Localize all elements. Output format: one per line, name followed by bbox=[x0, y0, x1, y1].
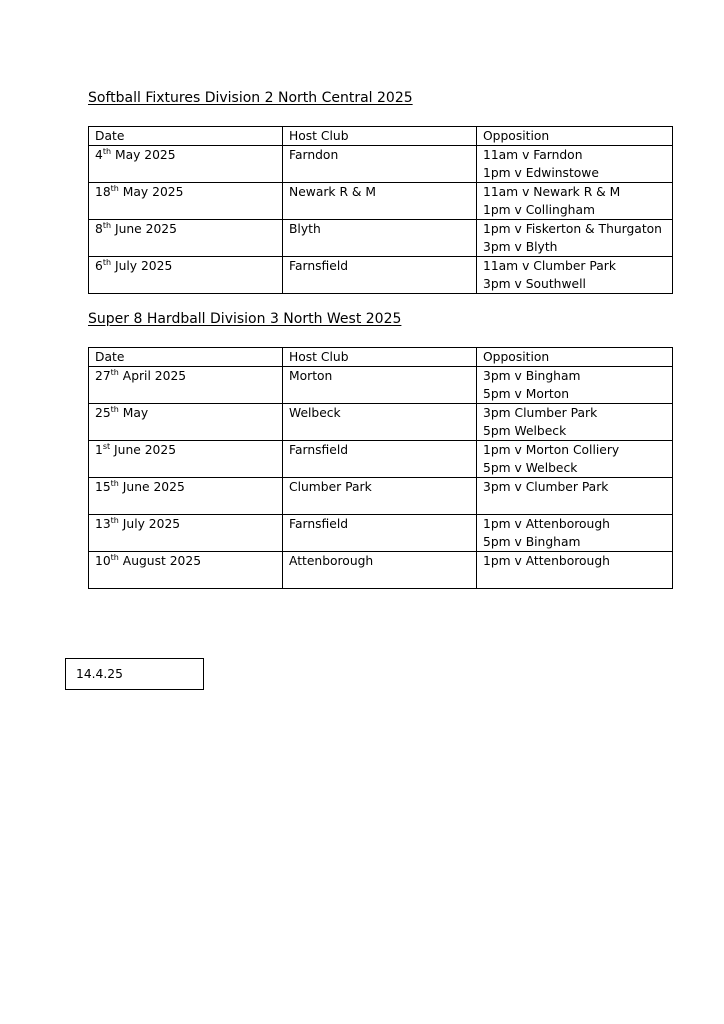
fixture-month-year: April 2025 bbox=[118, 369, 187, 384]
fixture-day-suffix: th bbox=[102, 147, 112, 157]
fixture-opposition bbox=[477, 367, 673, 404]
fixture-host-club: Newark R & M bbox=[283, 183, 477, 220]
opposition-game-2: 5pm v Morton bbox=[483, 386, 570, 401]
fixture-date bbox=[89, 552, 283, 589]
host-club-column-header: Host Club bbox=[283, 348, 477, 367]
fixture-day: 10 bbox=[95, 554, 111, 569]
table-row bbox=[89, 515, 673, 552]
fixture-date bbox=[89, 220, 283, 257]
opposition-game-1: 1pm v Attenborough bbox=[483, 517, 610, 532]
fixture-date bbox=[89, 146, 283, 183]
opposition-game-1: 1pm v Morton Colliery bbox=[483, 443, 620, 458]
fixture-day: 1 bbox=[95, 443, 103, 458]
fixture-day: 25 bbox=[95, 406, 111, 421]
fixture-day-suffix: st bbox=[102, 442, 111, 452]
fixture-opposition bbox=[477, 220, 673, 257]
opposition-game-2: 5pm Welbeck bbox=[483, 423, 567, 438]
table-row bbox=[89, 183, 673, 220]
fixture-day: 4 bbox=[95, 148, 103, 163]
fixture-opposition bbox=[477, 552, 673, 589]
opposition-game-1: 11am v Newark R & M bbox=[483, 185, 621, 200]
revision-date-box bbox=[65, 658, 204, 690]
opposition-game-1: 3pm Clumber Park bbox=[483, 406, 598, 421]
softball-fixtures-title: Softball Fixtures Division 2 North Central 2025 bbox=[88, 90, 413, 106]
fixture-opposition bbox=[477, 257, 673, 294]
opposition-game-2: 5pm v Bingham bbox=[483, 534, 581, 549]
fixture-host-club: Welbeck bbox=[283, 404, 477, 441]
fixture-day-suffix: th bbox=[110, 405, 119, 415]
fixture-day: 18 bbox=[95, 185, 111, 200]
fixture-opposition bbox=[477, 404, 673, 441]
date-column-header: Date bbox=[89, 348, 283, 367]
fixture-day-suffix: th bbox=[110, 516, 119, 526]
fixture-day-suffix: th bbox=[102, 221, 112, 231]
hardball-fixtures-table bbox=[88, 347, 673, 589]
fixture-day-suffix: th bbox=[110, 184, 119, 194]
fixture-host-club: Attenborough bbox=[283, 552, 477, 589]
fixture-date bbox=[89, 478, 283, 515]
fixture-host-club: Farndon bbox=[283, 146, 477, 183]
fixture-host-club: Morton bbox=[283, 367, 477, 404]
fixture-date bbox=[89, 404, 283, 441]
fixture-date bbox=[89, 257, 283, 294]
fixture-day: 15 bbox=[95, 480, 111, 495]
opposition-game-1: 1pm v Fiskerton & Thurgaton bbox=[483, 222, 662, 237]
opposition-game-1: 3pm v Bingham bbox=[483, 369, 581, 384]
fixture-host-club: Blyth bbox=[283, 220, 477, 257]
opposition-game-1: 11am v Clumber Park bbox=[483, 259, 616, 274]
table-header-row bbox=[89, 127, 673, 146]
fixture-date bbox=[89, 367, 283, 404]
opposition-game-2: 1pm v Collingham bbox=[483, 202, 595, 217]
fixture-month-year: June 2025 bbox=[111, 222, 177, 237]
fixture-opposition bbox=[477, 478, 673, 515]
table-row bbox=[89, 478, 673, 515]
table-row bbox=[89, 552, 673, 589]
fixture-host-club: Farnsfield bbox=[283, 515, 477, 552]
fixture-date bbox=[89, 441, 283, 478]
fixture-date bbox=[89, 515, 283, 552]
opposition-game-1: 11am v Farndon bbox=[483, 148, 583, 163]
fixture-month-year: June 2025 bbox=[118, 480, 185, 495]
host-club-column-header: Host Club bbox=[283, 127, 477, 146]
fixture-date bbox=[89, 183, 283, 220]
fixture-month-year: August 2025 bbox=[118, 554, 202, 569]
fixture-month-year: June 2025 bbox=[110, 443, 177, 458]
fixture-opposition bbox=[477, 146, 673, 183]
opposition-column-header: Opposition bbox=[477, 127, 673, 146]
opposition-column-header: Opposition bbox=[477, 348, 673, 367]
fixture-day-suffix: th bbox=[110, 368, 119, 378]
opposition-game-1: 3pm v Clumber Park bbox=[483, 480, 609, 495]
table-row bbox=[89, 441, 673, 478]
fixture-opposition bbox=[477, 515, 673, 552]
opposition-game-2: 3pm v Blyth bbox=[483, 239, 558, 254]
opposition-game-2: 3pm v Southwell bbox=[483, 276, 586, 291]
fixture-host-club: Farnsfield bbox=[283, 257, 477, 294]
fixture-host-club: Clumber Park bbox=[283, 478, 477, 515]
fixture-month-year: May 2025 bbox=[118, 185, 184, 200]
fixture-day-suffix: th bbox=[110, 479, 119, 489]
fixture-month-year: May bbox=[118, 406, 149, 421]
fixture-day: 6 bbox=[95, 259, 103, 274]
fixture-month-year: May 2025 bbox=[111, 148, 176, 163]
table-row bbox=[89, 220, 673, 257]
fixture-day-suffix: th bbox=[110, 553, 119, 563]
fixture-opposition bbox=[477, 441, 673, 478]
fixture-month-year: July 2025 bbox=[118, 517, 181, 532]
fixture-host-club: Farnsfield bbox=[283, 441, 477, 478]
hardball-fixtures-title: Super 8 Hardball Division 3 North West 2025 bbox=[88, 311, 402, 327]
opposition-game-1: 1pm v Attenborough bbox=[483, 554, 610, 569]
fixture-day: 8 bbox=[95, 222, 103, 237]
table-row bbox=[89, 367, 673, 404]
softball-fixtures-table bbox=[88, 126, 673, 294]
fixture-day: 27 bbox=[95, 369, 111, 384]
opposition-game-2: 5pm v Welbeck bbox=[483, 460, 578, 475]
opposition-game-2: 1pm v Edwinstowe bbox=[483, 165, 599, 180]
table-row bbox=[89, 404, 673, 441]
fixture-opposition bbox=[477, 183, 673, 220]
revision-date: 14.4.25 bbox=[76, 667, 123, 681]
table-row bbox=[89, 146, 673, 183]
table-row bbox=[89, 257, 673, 294]
date-column-header: Date bbox=[89, 127, 283, 146]
table-header-row bbox=[89, 348, 673, 367]
fixture-day: 13 bbox=[95, 517, 111, 532]
fixture-month-year: July 2025 bbox=[111, 259, 173, 274]
fixture-day-suffix: th bbox=[102, 258, 112, 268]
